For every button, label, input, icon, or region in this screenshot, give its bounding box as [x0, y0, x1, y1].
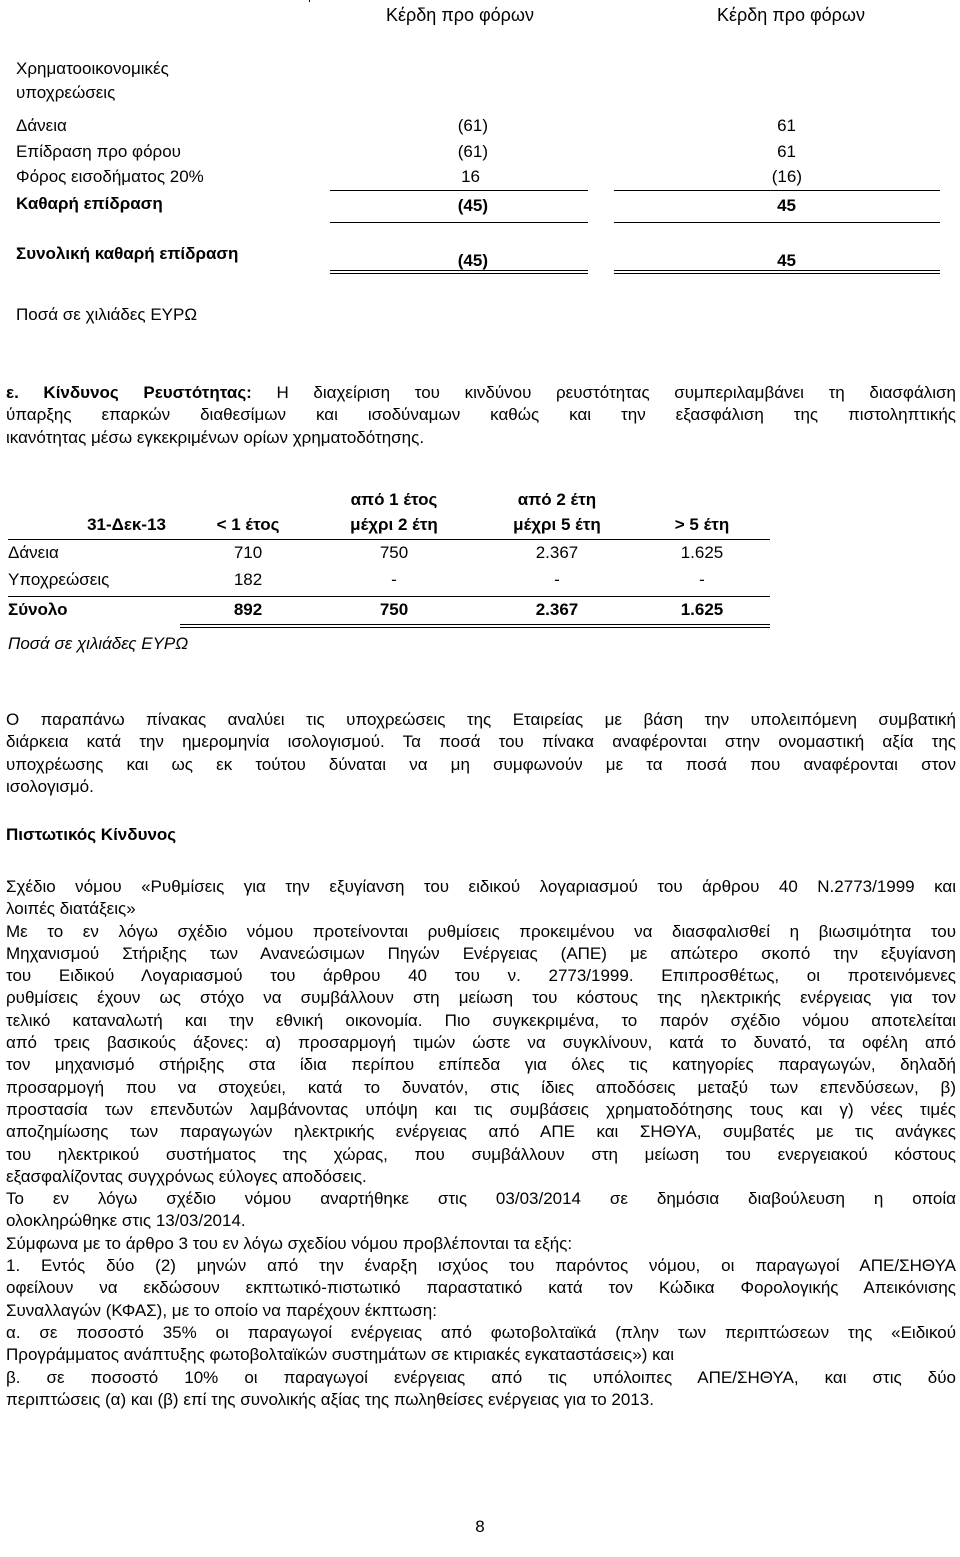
text-line: εξασφαλίζοντας συγχρόνως εύλογες αποδόσεις. — [6, 1166, 367, 1186]
row-label: Φόρος εισοδήματος 20% — [16, 167, 204, 186]
row-value-1: (61) — [457, 142, 488, 161]
cell: - — [699, 570, 705, 589]
text-line: ρυθμίσεις έχουν ως στόχο να συμβάλλουν στη μείωση του κόστους της ηλεκτρικής ενέργειας για τον — [6, 988, 956, 1008]
double-underline — [330, 273, 588, 274]
text-line: ολοκληρώθηκε στις 13/03/2014. — [6, 1211, 246, 1231]
amount-note: Ποσά σε χιλιάδες ΕΥΡΩ — [16, 305, 198, 324]
double-underline — [614, 273, 940, 274]
cell: 182 — [233, 570, 263, 589]
row-value-1: 16 — [461, 167, 480, 186]
col2-header: Κέρδη προ φόρων — [717, 5, 865, 25]
text-line: Η διαχείριση του κινδύνου ρευστότητας συμπεριλαμβάνει τη διασφάλιση — [276, 383, 956, 402]
liquidity-paragraph — [6, 382, 956, 449]
col-header: > 5 έτη — [674, 515, 730, 534]
total-value-1: (45) — [457, 251, 488, 270]
cell: 750 — [379, 600, 409, 619]
double-underline — [330, 270, 588, 271]
double-underline — [614, 270, 940, 271]
total-value-2: 45 — [777, 251, 796, 270]
total-divider — [8, 596, 770, 597]
divider — [330, 190, 588, 191]
text-line: Σχέδιο νόμου «Ρυθμίσεις για την εξυγίανση του ειδικού λογαριασμού του άρθρου 40 Ν.2773/1999 και — [6, 877, 956, 896]
text-line: β. σε ποσοστό 10% οι παραγωγοί ενέργειας από τις υπόλοιπες ΑΠΕ/ΣΗΘΥΑ, και στις δύο — [6, 1367, 956, 1387]
credit-paragraph — [6, 876, 956, 1411]
text-line: αποζημίωσης των παραγωγών ηλεκτρικής ενέργειας από ΑΠΕ και ΣΗΘΥΑ, συμβατές με τις ανάγκες — [6, 1122, 956, 1142]
row-label: Επίδραση προ φόρου — [16, 142, 181, 161]
text-line: προσαρμογή που να στοχεύει, κατά το δυνατόν, στις ίδιες αποδόσεις μεταξύ των επενδύσεων, β) — [6, 1077, 956, 1097]
text-line: από τρεις βασικούς άξονες: α) προσαρμογή τιμών ώστε να συγκλίνουν, κατά το δυνατό, τα οφέλη από — [6, 1033, 956, 1053]
col-header: μέχρι 5 έτη — [513, 515, 601, 534]
total-label: Σύνολο — [8, 600, 68, 619]
col1-header: Κέρδη προ φόρων — [386, 5, 534, 25]
text-line: του ηλεκτρικού συστήματος της χώρας, που συμβάλλουν στη μείωση του ενεργειακού κόστους — [6, 1144, 956, 1164]
total-label: Συνολική καθαρή επίδραση — [16, 244, 239, 263]
cell: - — [554, 570, 560, 589]
row-value-1: (61) — [457, 116, 488, 135]
cell: 1.625 — [680, 543, 724, 562]
row-value-2: 45 — [777, 196, 796, 215]
divider — [614, 222, 940, 223]
row-label: Δάνεια — [16, 116, 67, 135]
text-line: προστασία των επενδυτών λαμβάνοντας υπόψη και τις συμβάσεις χρηματοδότησης τους και γ) νέες τιμές — [6, 1099, 956, 1119]
text-line: διάρκεια κατά την ημερομηνία ισολογισμού. Τα ποσά του πίνακα αναφέρονται στην ονομαστική αξία της — [6, 732, 956, 752]
row-value-1: (45) — [457, 196, 488, 215]
text-line: του Ειδικού Λογαριασμού του άρθρου 40 του ν. 2773/1999. Επιπροσθέτως, οι προτεινόμενες — [6, 966, 956, 986]
section-title-line1: Χρηματοοικονομικές — [16, 59, 169, 78]
text-line: 1. Εντός δύο (2) μηνών από την έναρξη ισχύος του παρόντος νόμου, οι παραγωγοί ΑΠΕ/ΣΗΘΥΑ — [6, 1256, 956, 1276]
double-underline — [180, 624, 770, 625]
text-line: οφείλουν να εκδώσουν εκπτωτικό-πιστωτικό παραστατικό κατά τον Κώδικα Φορολογικής Απεικόνισης — [6, 1278, 956, 1298]
top-border-marker — [309, 0, 310, 2]
credit-heading: Πιστωτικός Κίνδυνος — [6, 825, 177, 844]
text-line: Το εν λόγω σχέδιο νόμου αναρτήθηκε στις 03/03/2014 σε δημόσια διαβούλευση η οποία — [6, 1189, 956, 1209]
header-divider — [8, 539, 770, 540]
cell: 892 — [233, 600, 263, 619]
text-line: Σύμφωνα με το άρθρο 3 του εν λόγω σχεδίου νόμου προβλέπονται τα εξής: — [6, 1233, 573, 1253]
text-line: α. σε ποσοστό 35% οι παραγωγοί ενέργειας από φωτοβολταϊκά (πλην των περιπτώσεων της «Ειδικού — [6, 1322, 956, 1342]
text-line: ύπαρξης επαρκών διαθεσίμων και ισοδύναμων καθώς και την εξασφάλιση της πιστοληπτικής — [6, 405, 956, 425]
text-line: ισολογισμό. — [6, 776, 94, 796]
col-header: μέχρι 2 έτη — [350, 515, 438, 534]
text-line: ικανότητας μέσω εγκεκριμένων ορίων χρηματοδότησης. — [6, 427, 425, 447]
col-header-line1: από 1 έτος — [350, 490, 438, 509]
text-line: τον μηχανισμό στήριξης στα ίδια περίπου επίπεδα για όλες τις κατηγορίες παραγωγών, δηλαδή — [6, 1055, 956, 1075]
text-line: υποχρέωσης και ως εκ τούτου δύναται να μη συμφωνούν με τα ποσά που αναφέρονται στον — [6, 754, 956, 774]
cell: - — [391, 570, 397, 589]
divider — [330, 222, 588, 223]
text-line: Προγράμματος ανάπτυξης φωτοβολταϊκών συστημάτων σε κτιριακές εγκαταστάσεις») και — [6, 1345, 674, 1365]
text-line: Με το εν λόγω σχέδιο νόμου προτείνονται ρυθμίσεις προκειμένου να διασφαλισθεί η βιωσιμότητα του — [6, 921, 956, 941]
text-line: Ο παραπάνω πίνακας αναλύει τις υποχρεώσεις της Εταιρείας με βάση την υπολειπόμενη συμβατική — [6, 710, 956, 729]
text-line: Μηχανισμού Στήριξης των Ανανεώσιμων Πηγών Ενέργειας (ΑΠΕ) με απώτερο σκοπό την εξυγίανση — [6, 943, 956, 963]
cell: 2.367 — [535, 543, 579, 562]
amount-note: Ποσά σε χιλιάδες ΕΥΡΩ — [8, 634, 189, 653]
cell: 1.625 — [680, 600, 724, 619]
section-title-line2: υποχρεώσεις — [16, 83, 116, 102]
col-header-line1: από 2 έτη — [517, 490, 597, 509]
text-line: λοιπές διατάξεις» — [6, 899, 136, 919]
text-line: περιπτώσεις (α) και (β) επί της συνολικής αξίας της πωληθείσες ενέργειας για το 2013. — [6, 1389, 654, 1409]
double-underline — [180, 627, 770, 628]
liquidity-heading: ε. Κίνδυνος Ρευστότητας: — [6, 383, 252, 402]
analysis-paragraph — [6, 709, 956, 798]
date-header: 31-Δεκ-13 — [87, 515, 166, 534]
row-label: Δάνεια — [8, 543, 59, 562]
col-header: < 1 έτος — [216, 515, 280, 534]
text-line: Συναλλαγών (ΚΦΑΣ), με το οποίο να παρέχουν έκπτωση: — [6, 1300, 437, 1320]
divider — [614, 190, 940, 191]
row-label: Υποχρεώσεις — [8, 570, 110, 589]
row-value-2: 61 — [777, 116, 796, 135]
row-value-2: (16) — [771, 167, 802, 186]
page-number: 8 — [475, 1517, 485, 1536]
row-value-2: 61 — [777, 142, 796, 161]
cell: 750 — [379, 543, 409, 562]
text-line: τελικό καταναλωτή και την εθνική οικονομία. Πιο συγκεκριμένα, το παρόν σχέδιο νόμου αποτελείται — [6, 1010, 956, 1030]
row-label: Καθαρή επίδραση — [16, 194, 163, 213]
cell: 2.367 — [535, 600, 579, 619]
cell: 710 — [233, 543, 263, 562]
